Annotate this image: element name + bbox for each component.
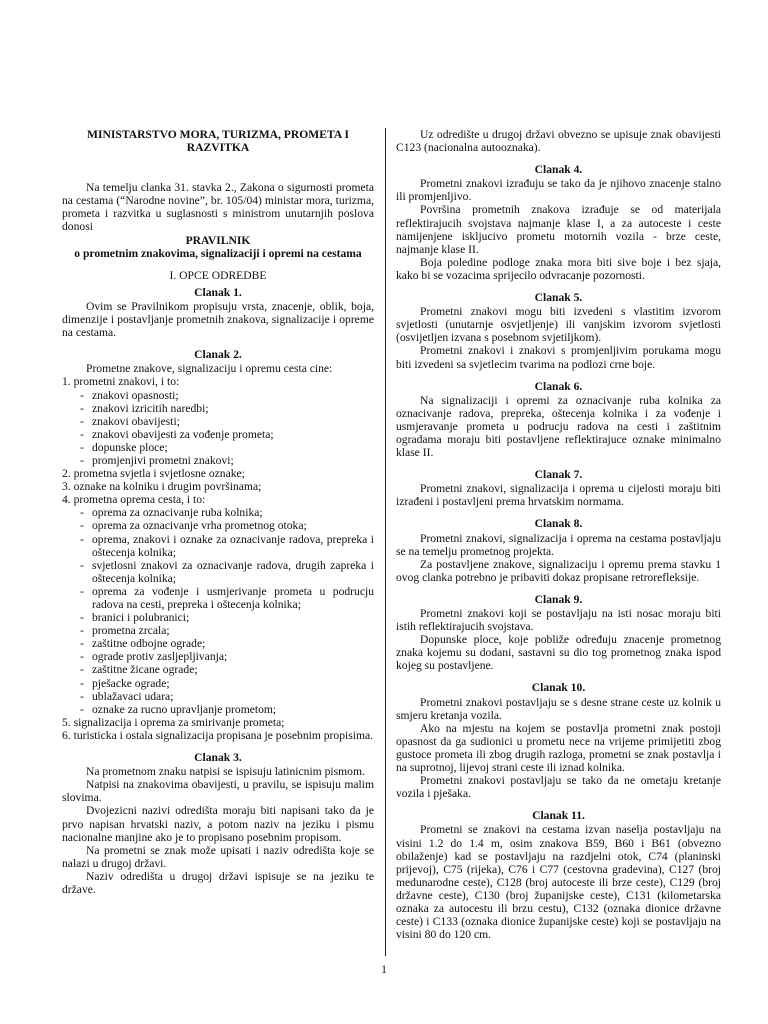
- page-number: 1: [381, 963, 387, 976]
- sublist-signs: [62, 389, 374, 468]
- sublist-item: - oprema za oznacivanje vrha prometnog otoka;: [80, 519, 307, 533]
- sublist-item: - znakovi izricitih naredbi;: [80, 401, 209, 415]
- sublist-item: - ograde protiv zasljepljivanja;: [80, 650, 228, 664]
- article-11-heading: Clanak 11.: [532, 809, 585, 823]
- article-1-heading: Clanak 1.: [194, 285, 242, 299]
- article-1-paragraph: Ovim se Pravilnikom propisuju vrsta, znacenje, oblik, boja, dimenzije i postavljanje prometnih znakova, signalizacije i opreme na cestama.: [62, 299, 374, 340]
- right-column: [396, 128, 721, 941]
- article-10-paragraph: Prometni znakovi postavljaju se tako da ne ometaju kretanje vozila i pješaka.: [396, 774, 721, 801]
- article-5-paragraph: Prometni znakovi i znakovi s promjenljivim porukama mogu biti izvedeni sa svjetlecim tvarima na podlozi crne boje.: [396, 344, 721, 371]
- list-item: 2. prometna svjetla i svjetlosne oznake;: [62, 467, 245, 481]
- article-3-paragraph: Dvojezicni nazivi odredišta moraju biti napisani tako da je prvo napisan hrvatski naziv, a potom naziv na jeziku i pismu nacionalne manjine ako je to propisano posebnim propisom.: [62, 804, 374, 844]
- article-10-heading: Clanak 10.: [531, 681, 586, 695]
- article-5-paragraph: Prometni znakovi mogu biti izvedeni s vlastitim izvorom svjetlosti (unutarnje osvjetljenje) ili vanjskim izvorom svjetlosti (osvijetljen izvana s posebnom svjetiljkom).: [396, 305, 721, 345]
- intro-paragraph: Na temelju clanka 31. stavka 2., Zakona o sigurnosti prometa na cestama (“Narodne novine”, br. 105/04) ministar mora, turizma, prometa i razvitka u suglasnosti s ministrom unutarnjih poslova donosi: [62, 181, 374, 234]
- article-7-paragraph: Prometni znakovi, signalizacija i oprema u cijelosti moraju biti izrađeni i postavljeni prema hrvatskim normama.: [396, 482, 721, 509]
- article-3-paragraph: Uz odredište u drugoj državi obvezno se upisuje znak obavijesti C123 (nacionalna autooznaka).: [396, 128, 721, 155]
- section-heading: I. OPCE ODREDBE: [169, 268, 267, 282]
- article-6-heading: Clanak 6.: [534, 379, 583, 393]
- document-title: PRAVILNIK: [185, 233, 251, 247]
- list-item: 5. signalizacija i oprema za smirivanje prometa;: [62, 715, 285, 729]
- list-item: 4. prometna oprema cesta, i to:: [62, 493, 206, 507]
- list-item: 6. turisticka i ostala signalizacija propisana je posebnim propisima.: [62, 728, 374, 742]
- article-10-paragraph: Ako na mjestu na kojem se postavlja prometni znak postoji opasnost da ga sudionici u prometu nece na vrijeme primijetiti zbog gustoce prometa ili zbog drugih razloga, prometni se znak postavlja i na suprotnoj, lijevoj strani ceste ili iznad kolnika.: [396, 721, 721, 775]
- sublist-item: - oprema, znakovi i oznake za oznacivanje radova, prepreka i oštecenja kolnika;: [80, 532, 374, 559]
- article-9-heading: Clanak 9.: [534, 592, 583, 606]
- sublist-item: - ublažavaci udara;: [80, 689, 174, 703]
- article-8-paragraph: Za postavljene znakove, signalizaciju i opremu prema stavku 1 ovog clanka potrebno je pribaviti dokaz propisane retrorefleksije.: [396, 557, 721, 584]
- column-divider: [385, 128, 386, 956]
- sublist-item: - znakovi opasnosti;: [80, 388, 179, 402]
- list-item: 3. oznake na kolniku i drugim površinama;: [62, 480, 262, 494]
- article-8-heading: Clanak 8.: [534, 517, 583, 531]
- sublist-item: - oprema za oznacivanje ruba kolnika;: [80, 506, 263, 520]
- ministry-heading: MINISTARSTVO MORA, TURIZMA, PROMETA I RAZVITKA: [87, 128, 349, 155]
- article-3-paragraph: Natpisi na znakovima obavijesti, u pravilu, se ispisuju malim slovima.: [62, 778, 374, 805]
- sublist-item: - pješacke ograde;: [80, 676, 170, 690]
- article-3-paragraph: Na prometni se znak može upisati i naziv odredišta koje se nalazi u drugoj državi.: [62, 843, 374, 870]
- article-9-paragraph: Prometni znakovi koji se postavljaju na isti nosac moraju biti istih reflektirajucih svojstava.: [396, 607, 721, 634]
- sublist-item: - dopunske ploce;: [80, 440, 168, 454]
- sublist-item: - oprema za vođenje i usmjerivanje prometa u podrucju radova na cesti, prepreka i oštecenja kolnika;: [80, 584, 374, 611]
- sublist-item: - znakovi obavijesti za vođenje prometa;: [80, 427, 274, 441]
- article-10-paragraph: Prometni znakovi postavljaju se s desne strane ceste uz kolnik u smjeru kretanja vozila.: [396, 695, 721, 722]
- document-subtitle: o prometnim znakovima, signalizaciji i opremi na cestama: [74, 246, 362, 260]
- sublist-item: - oznake za rucno upravljanje prometom;: [80, 702, 277, 716]
- article-3-paragraph: Naziv odredišta u drugoj državi ispisuje se na jeziku te države.: [62, 869, 374, 896]
- sublist-item: - promjenjivi prometni znakovi;: [80, 453, 234, 467]
- article-5-heading: Clanak 5.: [534, 291, 583, 305]
- article-6-paragraph: Na signalizaciji i opremi za oznacivanje ruba kolnika za oznacivanje radova, prepreka, oštecenja kolnika i za vođenje i usmjeravanje prometa u podrucju radova na cesti i zaštitnim ogradama moraju biti postavljene reflektirajuce oznake minimalno klase II.: [396, 393, 721, 460]
- sublist-item: - svjetlosni znakovi za oznacivanje radova, drugih zapreka i oštecenja kolnika;: [80, 558, 374, 585]
- article-7-heading: Clanak 7.: [534, 468, 583, 482]
- sublist-item: - prometna zrcala;: [80, 624, 170, 638]
- left-column: [62, 128, 374, 896]
- article-4-paragraph: Površina prometnih znakova izrađuje se od materijala reflektirajucih svojstava najmanje klase I, a za autoceste i ceste namijenjene iskljucivo prometu motornih vozila - brze ceste, najmanje klase II.: [396, 203, 721, 256]
- sublist-item: - zaštitne žicane ograde;: [80, 663, 198, 677]
- article-8-paragraph: Prometni znakovi, signalizacija i oprema na cestama postavljaju se na temelju prometnog projekta.: [396, 531, 721, 558]
- article-9-paragraph: Dopunske ploce, koje pobliže određuju znacenje prometnog znaka kojemu su dodani, sastavni su dio tog prometnog znaka ispod kojeg su postavljene.: [396, 633, 721, 673]
- article-2-heading: Clanak 2.: [194, 348, 242, 362]
- sublist-equipment: [62, 506, 374, 716]
- list-item: 1. prometni znakovi, i to:: [62, 375, 180, 389]
- article-11-paragraph: Prometni se znakovi na cestama izvan naselja postavljaju na visini 1.2 do 1.4 m, osim znakova B59, B60 i B61 (obvezno obilaženje) kad se postavljaju na razdjelni otok, C74 (planinski prijevoj), C75 (rijeka), C76 i C77 (cestovna gradevina), C127 (broj medunarodne ceste), C128 (broj autoceste ili brze ceste), C129 (broj državne ceste), C130 (broj županijske ceste), C131 (kilometarska oznaka za autocestu ili brzu cestu), C132 (oznaka dionice državne ceste) i C133 (oznaka dionice županijske ceste) koji se postavljaju na visini 80 do 120 cm.: [396, 823, 721, 942]
- sublist-item: - branici i polubranici;: [80, 611, 190, 625]
- article-3-paragraph: Na prometnom znaku natpisi se ispisuju latinicnim pismom.: [86, 765, 365, 779]
- article-4-heading: Clanak 4.: [534, 163, 583, 177]
- sublist-item: - zaštitne odbojne ograde;: [80, 637, 206, 651]
- article-4-paragraph: Boja poledine podloge znaka mora biti sive boje i bez sjaja, kako bi se vozacima sprijecilo odvracanje pozornosti.: [396, 255, 721, 282]
- article-2-paragraph: Prometne znakove, signalizaciju i opremu cesta cine:: [86, 362, 333, 376]
- article-3-heading: Clanak 3.: [194, 751, 242, 765]
- article-4-paragraph: Prometni znakovi izrađuju se tako da je njihovo znacenje stalno ili promjenljivo.: [396, 177, 721, 204]
- sublist-item: - znakovi obavijesti;: [80, 414, 180, 428]
